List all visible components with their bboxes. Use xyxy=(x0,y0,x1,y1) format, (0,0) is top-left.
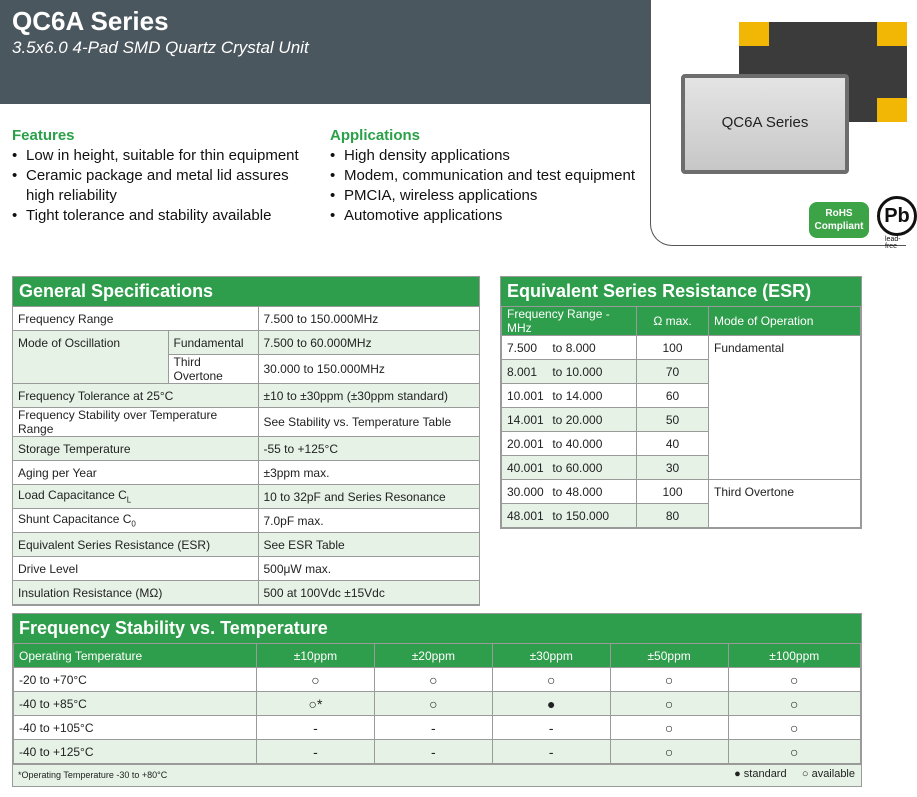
range-to: 20.000 xyxy=(565,412,603,427)
range-from: 8.001 xyxy=(507,364,538,379)
column-header: ±20ppm xyxy=(374,644,492,668)
stability-panel xyxy=(12,613,862,787)
range-sep: to xyxy=(552,412,563,427)
compliant-text: Compliant xyxy=(814,221,864,232)
range-from: 48.001 xyxy=(507,508,544,523)
table-row xyxy=(14,644,861,668)
frequency-range-cell xyxy=(502,408,637,432)
pad-icon xyxy=(877,22,907,46)
ohm-cell: 50 xyxy=(637,408,709,432)
legend-standard: ● standard xyxy=(734,768,787,780)
table-row xyxy=(14,692,861,716)
availability-cell: - xyxy=(374,716,492,740)
spec-label: Mode of Oscillation xyxy=(13,331,168,384)
column-header: ±30ppm xyxy=(492,644,610,668)
lead-free-label: lead-free xyxy=(885,236,901,250)
spec-sublabel: Fundamental xyxy=(168,331,258,355)
table-row xyxy=(13,384,479,408)
table-row xyxy=(13,307,479,331)
range-to: 60.000 xyxy=(565,460,603,475)
availability-cell: - xyxy=(257,740,375,764)
spec-label: Insulation Resistance (MΩ) xyxy=(13,581,258,605)
availability-cell: ● xyxy=(492,692,610,716)
spec-value: -55 to +125°C xyxy=(258,437,479,461)
table-row xyxy=(14,716,861,740)
spec-label: Equivalent Series Resistance (ESR) xyxy=(13,533,258,557)
range-to: 8.000 xyxy=(565,340,596,355)
range-sep: to xyxy=(552,484,563,499)
legend-available: ○ available xyxy=(801,768,855,780)
ohm-cell: 100 xyxy=(637,336,709,360)
temperature-cell: -40 to +125°C xyxy=(14,740,257,764)
rohs-text: RoHS xyxy=(825,208,853,219)
table-row xyxy=(13,485,479,509)
availability-cell: ○ xyxy=(610,692,728,716)
list-item: • Modem, communication and test equipment xyxy=(330,166,640,186)
stability-table xyxy=(13,643,861,764)
availability-cell: ○ xyxy=(728,740,860,764)
table-row xyxy=(13,331,479,355)
table-row xyxy=(502,480,861,504)
spec-label-subscript: L xyxy=(126,495,132,505)
spec-value: ±10 to ±30ppm (±30ppm standard) xyxy=(258,384,479,408)
range-sep: to xyxy=(552,436,563,451)
pad-icon xyxy=(739,22,769,46)
table-row xyxy=(14,668,861,692)
stability-footer xyxy=(13,764,861,786)
column-header: Operating Temperature xyxy=(14,644,257,668)
range-sep: to xyxy=(552,340,563,355)
spec-label xyxy=(13,485,258,509)
mode-cell: Fundamental xyxy=(709,336,861,480)
range-to: 10.000 xyxy=(565,364,603,379)
ohm-cell: 40 xyxy=(637,432,709,456)
ohm-cell: 80 xyxy=(637,504,709,528)
column-header: ±100ppm xyxy=(728,644,860,668)
column-header: ±10ppm xyxy=(257,644,375,668)
range-to: 14.000 xyxy=(565,388,603,403)
availability-cell: ○ xyxy=(728,692,860,716)
lead-free-icon: Pb xyxy=(877,196,917,236)
mode-cell: Third Overtone xyxy=(709,480,861,528)
spec-label: Drive Level xyxy=(13,557,258,581)
table-row xyxy=(13,461,479,485)
availability-cell: ○ xyxy=(492,668,610,692)
spec-value: 500 at 100Vdc ±15Vdc xyxy=(258,581,479,605)
frequency-range-cell xyxy=(502,384,637,408)
features-title: Features xyxy=(12,127,75,144)
general-specifications-table xyxy=(13,306,479,605)
esr-title: Equivalent Series Resistance (ESR) xyxy=(501,277,861,306)
spec-label: Frequency Tolerance at 25°C xyxy=(13,384,258,408)
temperature-cell: -40 to +105°C xyxy=(14,716,257,740)
frequency-range-cell xyxy=(502,480,637,504)
availability-cell: ○* xyxy=(257,692,375,716)
range-from: 10.001 xyxy=(507,388,544,403)
range-sep: to xyxy=(552,460,563,475)
table-row xyxy=(13,581,479,605)
range-to: 40.000 xyxy=(565,436,603,451)
column-header: Frequency Range - MHz xyxy=(502,307,637,336)
availability-cell: - xyxy=(492,716,610,740)
range-sep: to xyxy=(552,364,563,379)
table-row xyxy=(502,336,861,360)
list-item: • PMCIA, wireless applications xyxy=(330,186,640,206)
spec-value: 30.000 to 150.000MHz xyxy=(258,355,479,384)
spec-value: 10 to 32pF and Series Resonance xyxy=(258,485,479,509)
stability-title: Frequency Stability vs. Temperature xyxy=(13,614,861,643)
spec-value: ±3ppm max. xyxy=(258,461,479,485)
ohm-cell: 60 xyxy=(637,384,709,408)
column-header: ±50ppm xyxy=(610,644,728,668)
spec-sublabel: Third Overtone xyxy=(168,355,258,384)
availability-cell: ○ xyxy=(610,716,728,740)
frequency-range-cell xyxy=(502,456,637,480)
general-specifications-panel xyxy=(12,276,480,606)
spec-label: Frequency Stability over Temperature Range xyxy=(13,408,258,437)
column-header: Mode of Operation xyxy=(709,307,861,336)
range-from: 40.001 xyxy=(507,460,544,475)
temperature-cell: -20 to +70°C xyxy=(14,668,257,692)
spec-label: Frequency Range xyxy=(13,307,258,331)
range-from: 14.001 xyxy=(507,412,544,427)
general-specifications-title: General Specifications xyxy=(13,277,479,306)
product-image-box xyxy=(650,0,910,250)
list-item: • Ceramic package and metal lid assures high reliability xyxy=(12,166,312,206)
spec-label-main: Load Capacitance C xyxy=(18,488,127,503)
frequency-range-cell xyxy=(502,360,637,384)
range-sep: to xyxy=(552,388,563,403)
availability-cell: ○ xyxy=(374,668,492,692)
availability-cell: ○ xyxy=(257,668,375,692)
rohs-compliant-badge xyxy=(809,202,869,238)
spec-value: 7.500 to 60.000MHz xyxy=(258,331,479,355)
spec-value: 7.500 to 150.000MHz xyxy=(258,307,479,331)
frequency-range-cell xyxy=(502,504,637,528)
availability-cell: ○ xyxy=(728,668,860,692)
availability-cell: - xyxy=(374,740,492,764)
ohm-cell: 70 xyxy=(637,360,709,384)
table-row xyxy=(14,740,861,764)
page-subtitle: 3.5x6.0 4-Pad SMD Quartz Crystal Unit xyxy=(12,38,309,57)
availability-cell: ○ xyxy=(610,740,728,764)
table-row xyxy=(13,408,479,437)
footnote: *Operating Temperature -30 to +80°C xyxy=(18,770,168,780)
spec-label: Aging per Year xyxy=(13,461,258,485)
range-to: 150.000 xyxy=(565,508,610,523)
list-item: • High density applications xyxy=(330,146,640,166)
temperature-cell: -40 to +85°C xyxy=(14,692,257,716)
esr-panel xyxy=(500,276,862,529)
range-sep: to xyxy=(552,508,563,523)
spec-value: 500μW max. xyxy=(258,557,479,581)
applications-list xyxy=(330,146,640,226)
spec-value: See ESR Table xyxy=(258,533,479,557)
list-item: • Automotive applications xyxy=(330,206,640,226)
range-to: 48.000 xyxy=(565,484,603,499)
list-item: • Tight tolerance and stability available xyxy=(12,206,312,226)
availability-cell: ○ xyxy=(374,692,492,716)
table-row xyxy=(502,307,861,336)
frequency-range-cell xyxy=(502,432,637,456)
esr-table xyxy=(501,306,861,528)
applications-title: Applications xyxy=(330,127,421,144)
range-from: 7.500 xyxy=(507,340,538,355)
table-row xyxy=(13,509,479,533)
header-banner xyxy=(0,0,650,104)
spec-value: 7.0pF max. xyxy=(258,509,479,533)
frequency-range-cell xyxy=(502,336,637,360)
page-title: QC6A Series xyxy=(12,6,169,36)
availability-cell: ○ xyxy=(728,716,860,740)
ohm-cell: 100 xyxy=(637,480,709,504)
spec-value: See Stability vs. Temperature Table xyxy=(258,408,479,437)
range-from: 20.001 xyxy=(507,436,544,451)
list-item: • Low in height, suitable for thin equipment xyxy=(12,146,312,166)
ohm-cell: 30 xyxy=(637,456,709,480)
table-row xyxy=(13,557,479,581)
column-header: Ω max. xyxy=(637,307,709,336)
features-list xyxy=(12,146,312,226)
range-from: 30.000 xyxy=(507,484,544,499)
legend xyxy=(734,768,855,780)
spec-label: Storage Temperature xyxy=(13,437,258,461)
pad-icon xyxy=(877,98,907,122)
availability-cell: - xyxy=(257,716,375,740)
spec-label-subscript: 0 xyxy=(131,519,136,529)
table-row xyxy=(13,437,479,461)
spec-label xyxy=(13,509,258,533)
availability-cell: - xyxy=(492,740,610,764)
availability-cell: ○ xyxy=(610,668,728,692)
spec-label-main: Shunt Capacitance C xyxy=(18,512,132,527)
crystal-front-view xyxy=(681,74,849,174)
crystal-label: QC6A Series xyxy=(721,114,809,131)
table-row xyxy=(13,533,479,557)
